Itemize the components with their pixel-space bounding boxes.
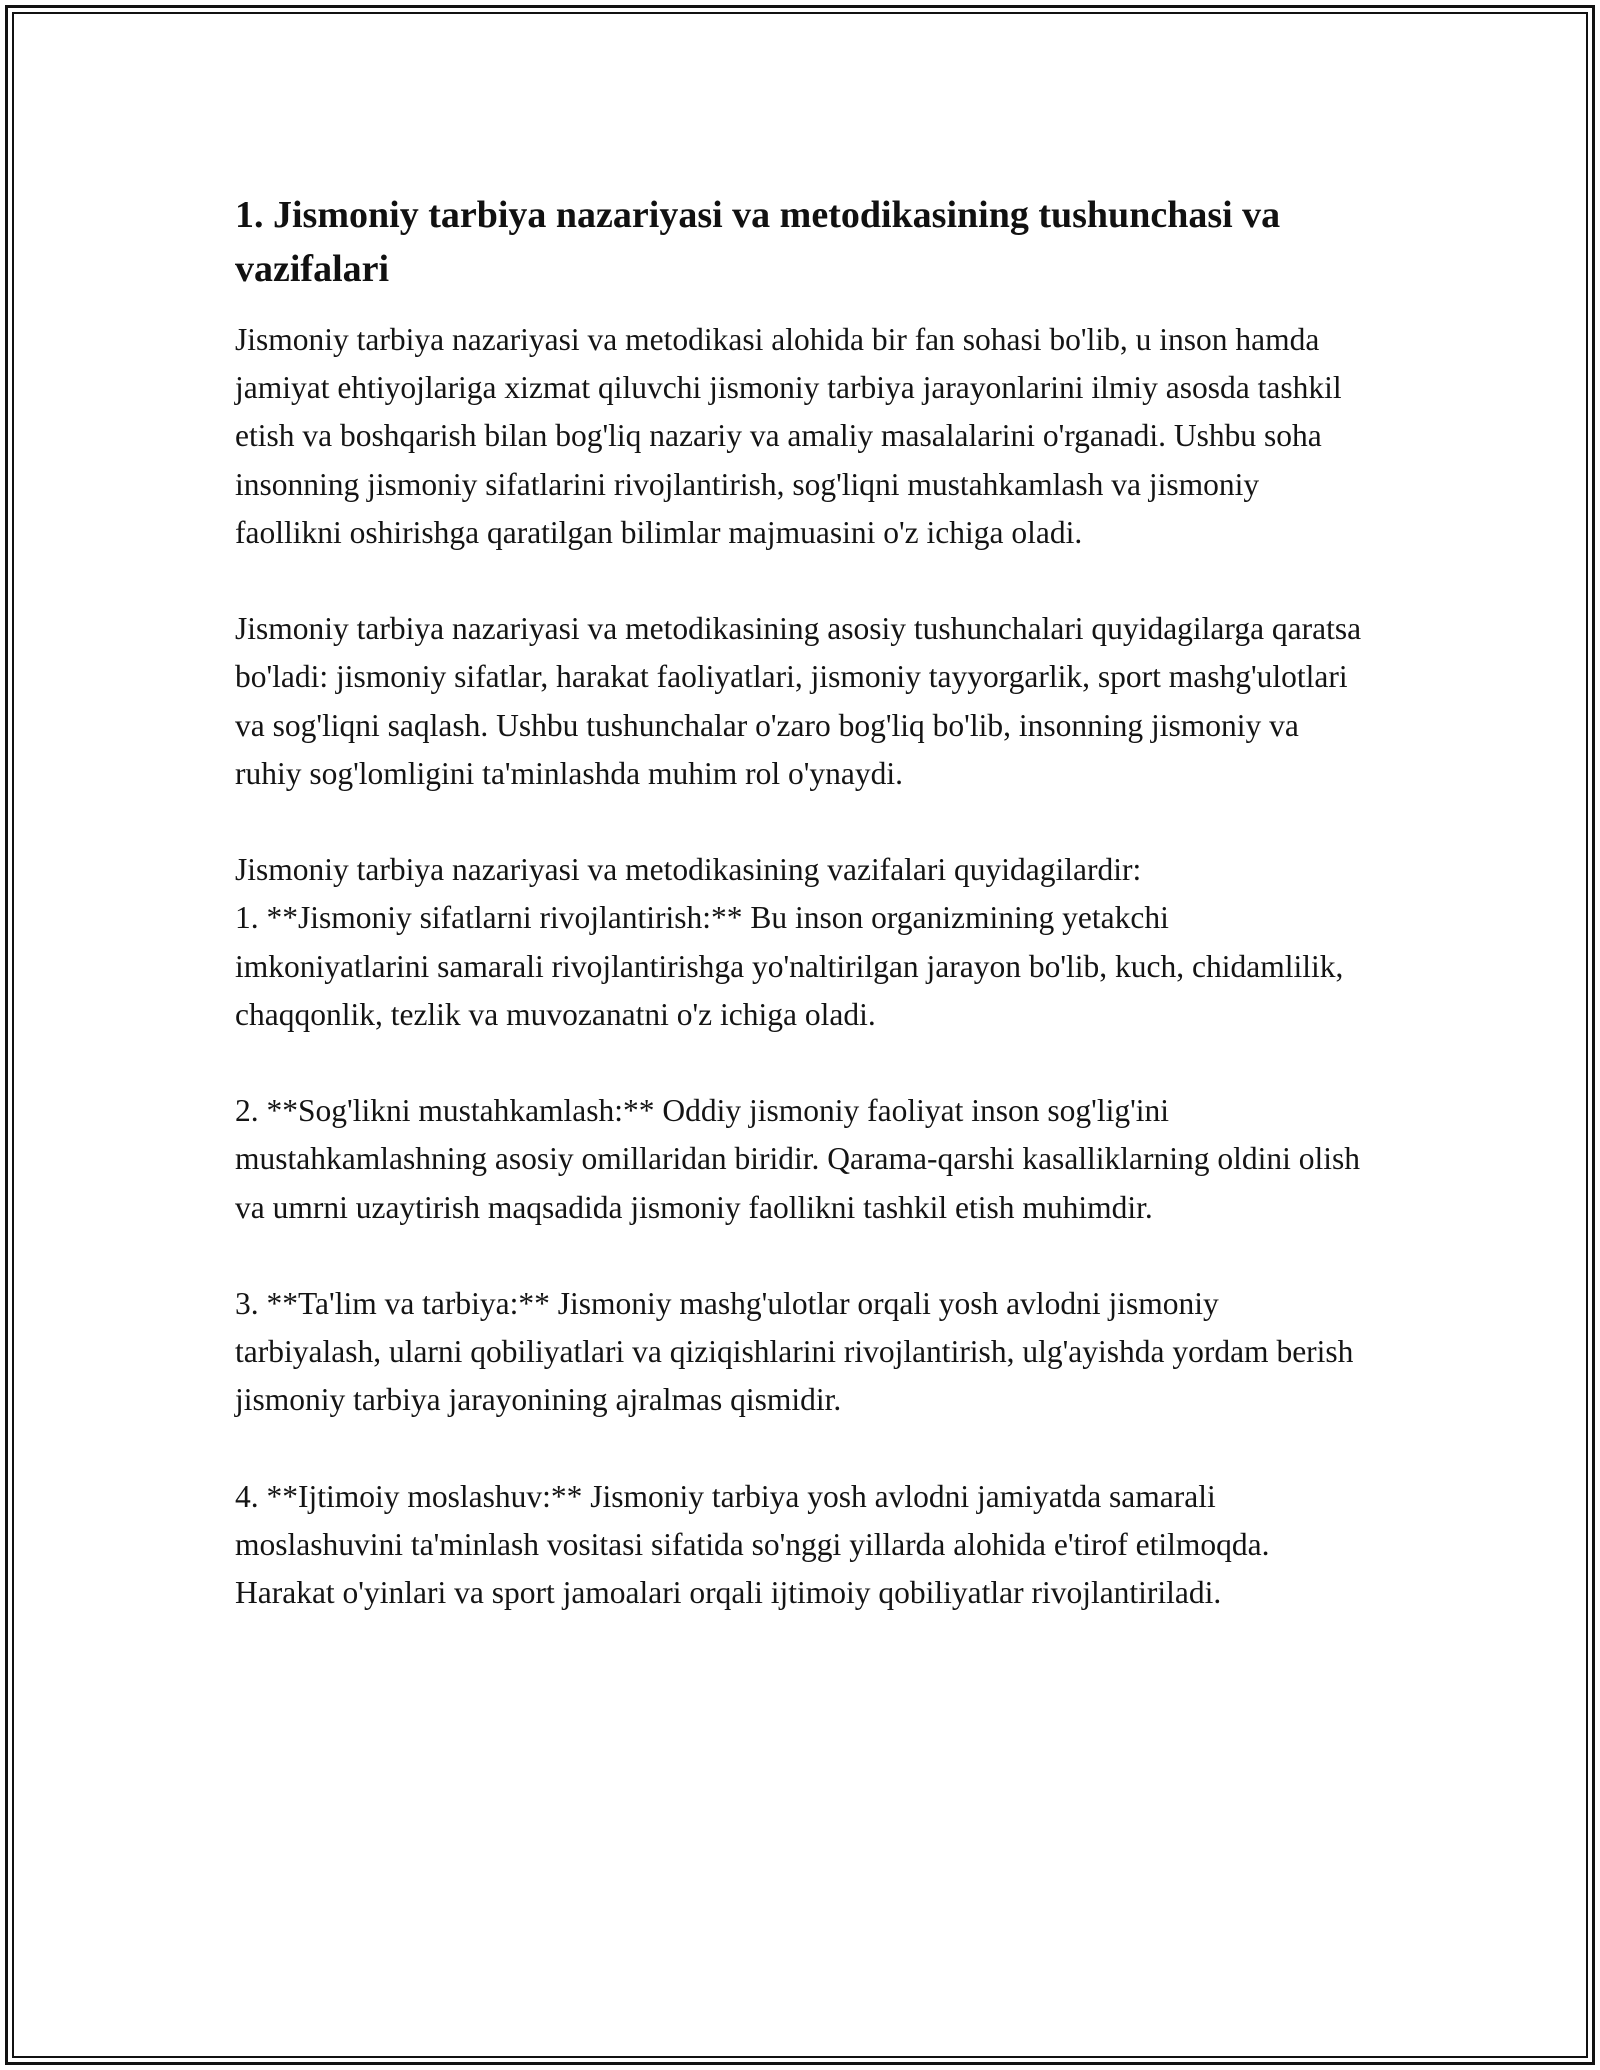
list-item-task-1: 1. **Jismoniy sifatlarni rivojlantirish:** Bu inson organizmining yetakchi imkoniyatlarini samarali rivojlantirishga yo'naltirilgan jarayon bo'lib, kuch, chidamlilik, chaqqonlik, tezlik va muvozanatni o'z ichiga oladi. bbox=[235, 900, 1344, 1032]
paragraph-intro: Jismoniy tarbiya nazariyasi va metodikasi alohida bir fan sohasi bo'lib, u inson hamda jamiyat ehtiyojlariga xizmat qiluvchi jismoniy tarbiya jarayonlarini ilmiy asosda tashkil etish va boshqarish bilan bog'liq nazariy va amaliy masalalarini o'rganadi. Ushbu soha insonning jismoniy sifatlarini rivojlantirish, sog'liqni mustahkamlash va jismoniy faollikni oshirishga qaratilgan bilimlar majmuasini o'z ichiga oladi. bbox=[235, 322, 1342, 550]
paragraph-tasks-intro: Jismoniy tarbiya nazariyasi va metodikasining vazifalari quyidagilardir: bbox=[235, 852, 1142, 888]
list-item-task-2: 2. **Sog'likni mustahkamlash:** Oddiy jismoniy faoliyat inson sog'lig'ini mustahkamlashning asosiy omillaridan biridir. Qarama-qarshi kasalliklarning oldini olish va umrni uzaytirish maqsadida jismoniy faollikni tashkil etish muhimdir. bbox=[235, 1093, 1361, 1225]
document-body bbox=[235, 188, 1370, 1666]
section-heading: 1. Jismoniy tarbiya nazariyasi va metodikasining tushunchasi va vazifalari bbox=[235, 194, 1281, 290]
list-item-task-3: 3. **Ta'lim va tarbiya:** Jismoniy mashg'ulotlar orqali yosh avlodni jismoniy tarbiyalash, ularni qobiliyatlari va qiziqishlarini rivojlantirish, ulg'ayishda yordam berish jismoniy tarbiya jarayonining ajralmas qismidir. bbox=[235, 1286, 1354, 1418]
paragraph-concepts: Jismoniy tarbiya nazariyasi va metodikasining asosiy tushunchalari quyidagilarga qaratsa bo'ladi: jismoniy sifatlar, harakat faoliyatlari, jismoniy tayyorgarlik, sport mashg'ulotlari va sog'liqni saqlash. Ushbu tushunchalar o'zaro bog'liq bo'lib, insonning jismoniy va ruhiy sog'lomligini ta'minlashda muhim rol o'ynaydi. bbox=[235, 611, 1362, 791]
list-item-task-4: 4. **Ijtimoiy moslashuv:** Jismoniy tarbiya yosh avlodni jamiyatda samarali moslashuvini ta'minlash vositasi sifatida so'nggi yillarda alohida e'tirof etilmoqda. Harakat o'yinlari va sport jamoalari orqali ijtimoiy qobiliyatlar rivojlantiriladi. bbox=[235, 1478, 1270, 1611]
